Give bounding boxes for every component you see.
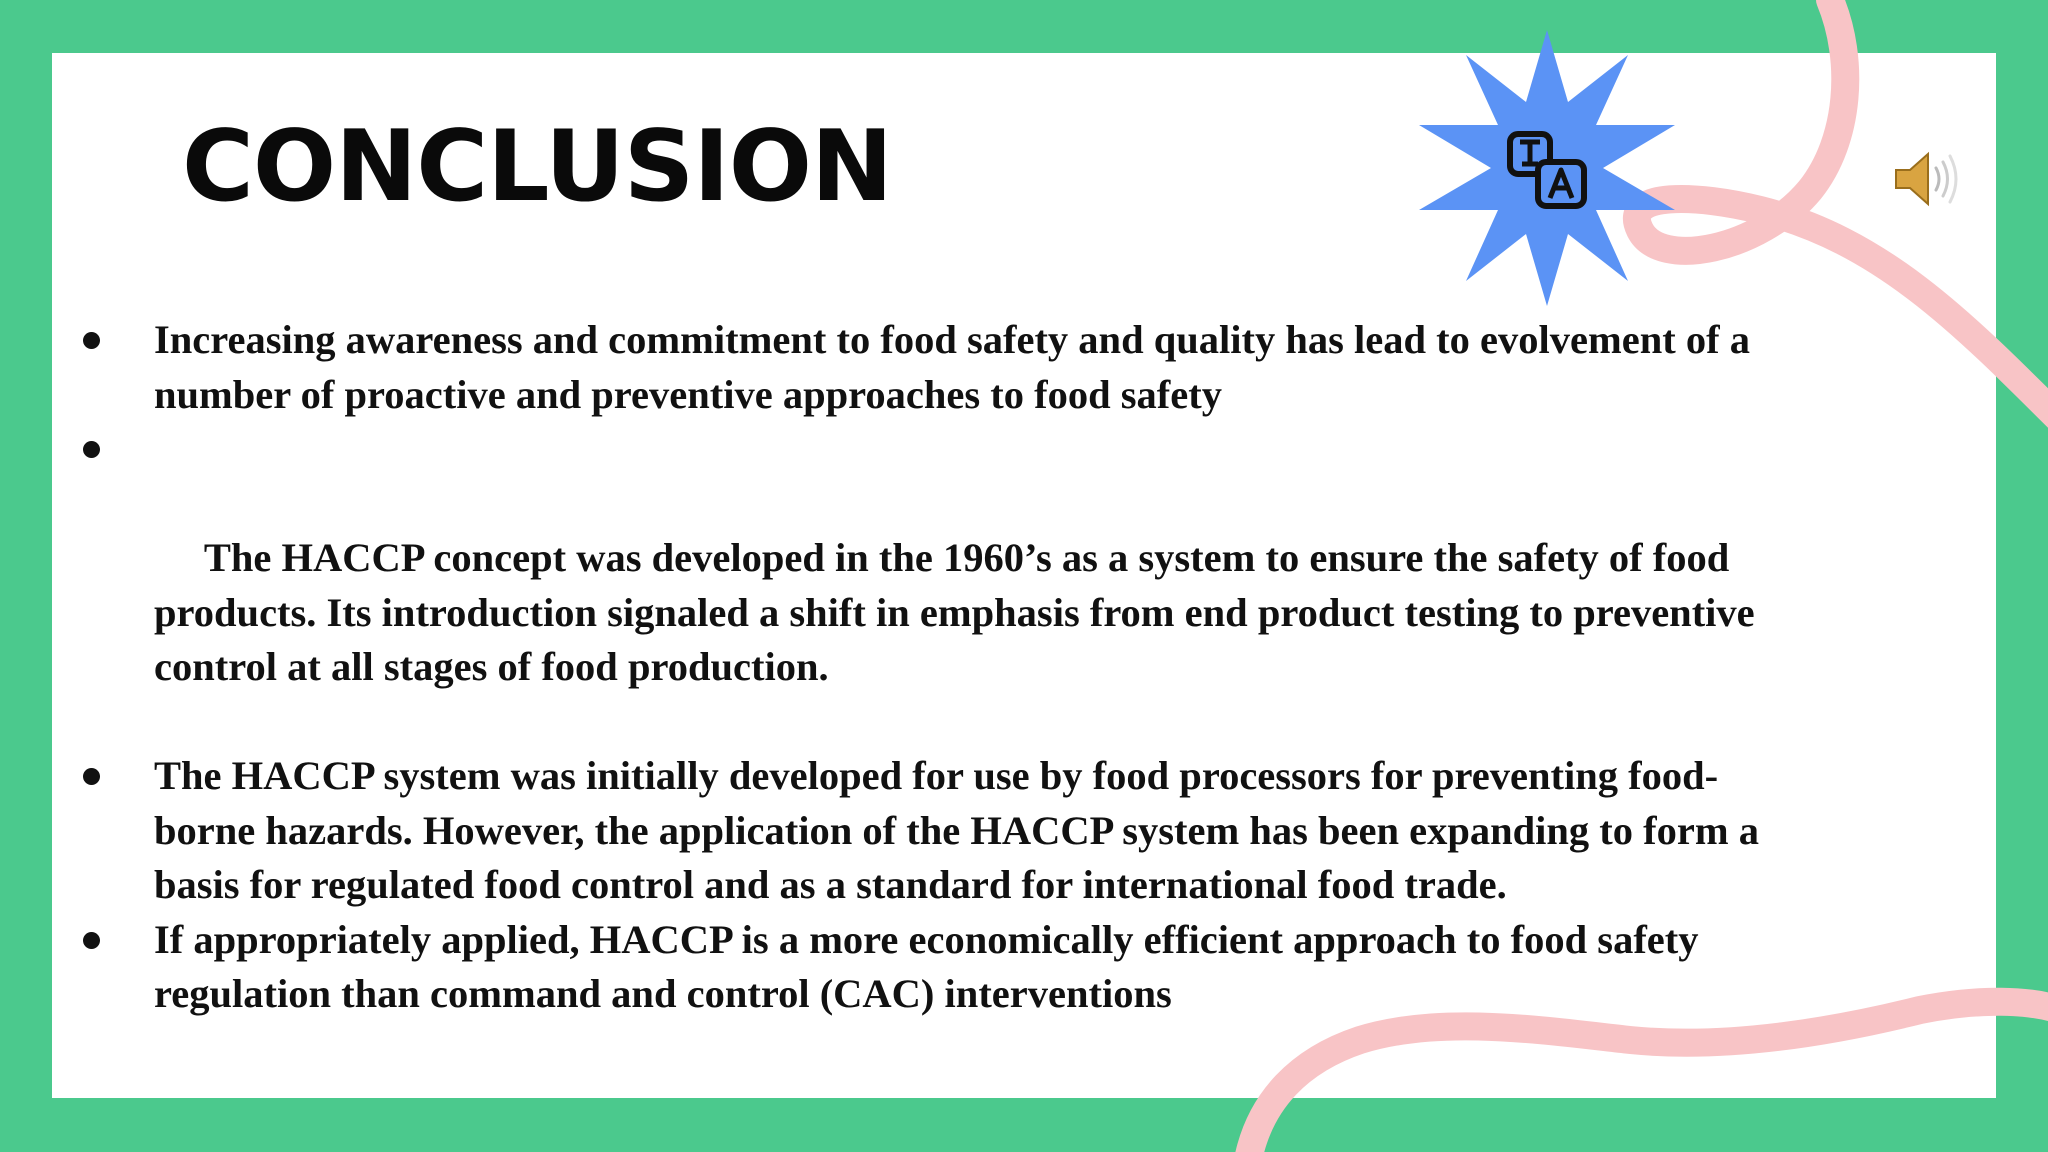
list-item <box>80 422 1780 749</box>
bullet-dot-icon <box>83 332 100 349</box>
bullet-text: The HACCP concept was developed in the 1960’s as a system to ensure the safety of food products. Its introduction signaled a shift in emphasis from end product testing to preventive control at all stages of food production. <box>154 535 1765 689</box>
bullet-dot-icon <box>83 932 100 949</box>
bullet-list <box>80 313 1780 1022</box>
bullet-dot-icon <box>83 441 100 458</box>
bullet-text: The HACCP system was initially developed for use by food processors for preventing food-borne hazards. However, the application of the HACCP system has been expanding to form a basis for regulated food control and as a standard for international food trade. <box>154 753 1759 907</box>
bullet-dot-icon <box>83 768 100 785</box>
bullet-text: Increasing awareness and commitment to food safety and quality has lead to evolvement of a number of proactive and preventive approaches to food safety <box>154 317 1750 417</box>
list-item <box>80 913 1780 1022</box>
list-item <box>80 749 1780 913</box>
page-title: CONCLUSION <box>182 110 893 224</box>
bullet-text: If appropriately applied, HACCP is a more economically efficient approach to food safety regulation than command and control (CAC) interventions <box>154 916 1699 1016</box>
translate-badge[interactable] <box>1412 30 1682 306</box>
list-item <box>80 313 1780 422</box>
speaker-icon[interactable] <box>1890 146 1960 212</box>
